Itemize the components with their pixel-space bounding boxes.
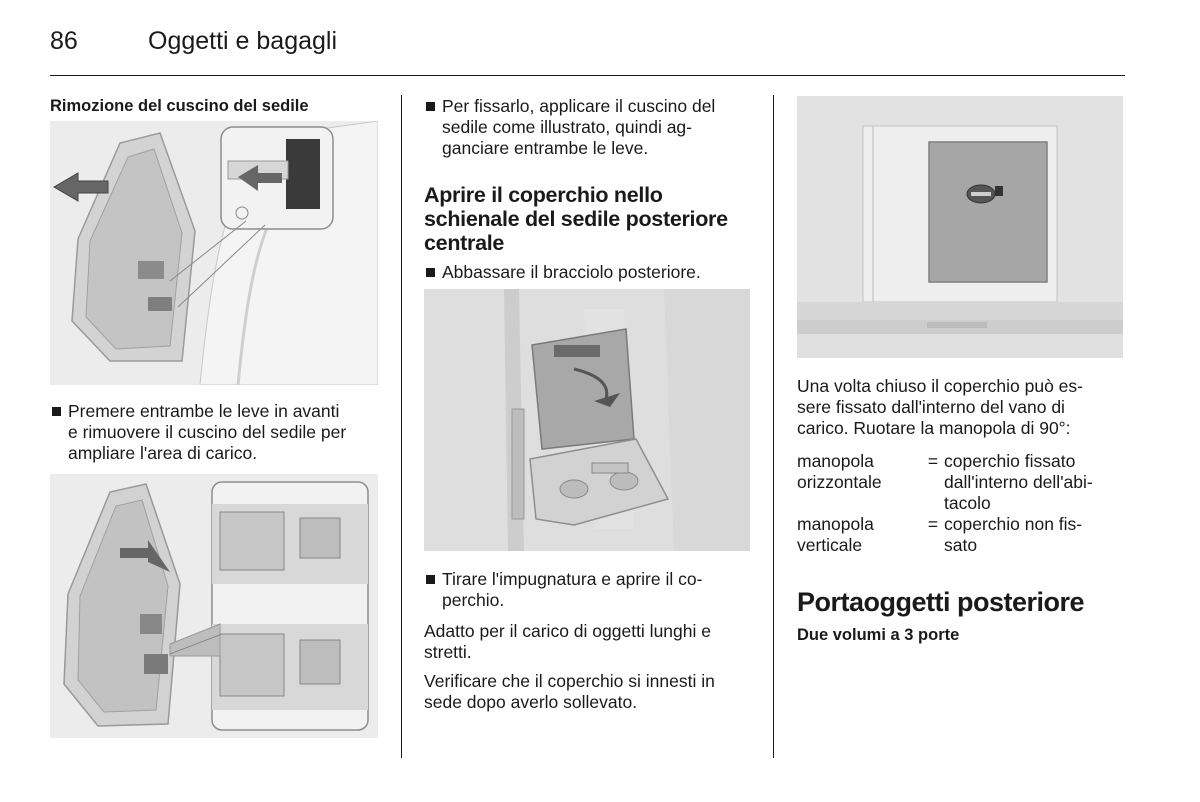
bullet-line: perchio. xyxy=(442,590,505,610)
bullet-line: Tirare l'impugnatura e aprire il co- xyxy=(442,569,703,589)
header-rule xyxy=(50,75,1125,76)
bullet-line: ampliare l'area di carico. xyxy=(68,443,258,463)
column-divider-left xyxy=(401,95,402,758)
bullet-press-levers xyxy=(50,401,385,464)
definition-term xyxy=(797,451,922,514)
figure-cover-knob xyxy=(797,96,1123,358)
heading-line: Aprire il coperchio nello xyxy=(424,183,663,207)
bullet-line: Per fissarlo, applicare il cuscino del xyxy=(442,96,716,116)
definition-description xyxy=(944,514,1124,556)
bullet-line: Premere entrambe le leve in avanti xyxy=(68,401,340,421)
paragraph-line: sede dopo averlo sollevato. xyxy=(424,692,638,712)
bullet-line: Abbassare il bracciolo posteriore. xyxy=(424,262,759,283)
bullet-line: e rimuovere il cuscino del sedile per xyxy=(68,422,347,442)
figure-rear-armrest-cover xyxy=(424,289,750,551)
paragraph-line: Adatto per il carico di oggetti lunghi e xyxy=(424,621,711,641)
paragraph-line: carico. Ruotare la manopola di 90°: xyxy=(797,418,1071,438)
paragraph-line: Una volta chiuso il coperchio può es- xyxy=(797,376,1083,396)
section-heading-rear-storage: Portaoggetti posteriore xyxy=(797,587,1085,617)
column-divider-right xyxy=(773,95,774,758)
term-line: verticale xyxy=(797,535,863,555)
definition-equals: = xyxy=(927,514,939,534)
definition-equals: = xyxy=(927,451,939,471)
figure-seat-cushion-removal xyxy=(50,121,378,385)
desc-line: dall'interno dell'abi- xyxy=(944,472,1093,492)
desc-line: tacolo xyxy=(944,493,991,513)
definition-list xyxy=(797,451,1132,556)
section-heading-open-cover xyxy=(424,183,764,255)
paragraph-line: sere fissato dall'interno del vano di xyxy=(797,397,1065,417)
section-subheading-three-door: Due volumi a 3 porte xyxy=(797,626,960,644)
bullet-line: sedile come illustrato, quindi ag- xyxy=(442,117,692,137)
definition-term xyxy=(797,514,922,556)
bullet-pull-handle xyxy=(424,569,759,611)
figure-latch-detail xyxy=(50,474,378,738)
term-line: manopola xyxy=(797,451,874,471)
heading-line: schienale del sedile posteriore xyxy=(424,207,728,231)
page-title: Oggetti e bagagli xyxy=(148,27,338,55)
definition-row xyxy=(797,514,1132,556)
bullet-fix-cushion xyxy=(424,96,759,159)
definition-description xyxy=(944,451,1124,514)
term-line: orizzontale xyxy=(797,472,882,492)
desc-line: sato xyxy=(944,535,978,555)
paragraph-verify-cover xyxy=(424,671,759,713)
section-subheading: Rimozione del cuscino del sedile xyxy=(50,97,309,115)
definition-row xyxy=(797,451,1132,514)
bullet-lower-armrest xyxy=(424,262,759,283)
paragraph-cover-fixed xyxy=(797,376,1132,439)
desc-line: coperchio non fis- xyxy=(944,514,1083,534)
desc-line: coperchio fissato xyxy=(944,451,1076,471)
heading-line: centrale xyxy=(424,231,505,255)
paragraph-line: stretti. xyxy=(424,642,472,662)
term-line: manopola xyxy=(797,514,874,534)
bullet-line: ganciare entrambe le leve. xyxy=(442,138,649,158)
paragraph-suitable-long-objects xyxy=(424,621,759,663)
page-number: 86 xyxy=(50,27,78,55)
paragraph-line: Verificare che il coperchio si innesti in xyxy=(424,671,715,691)
